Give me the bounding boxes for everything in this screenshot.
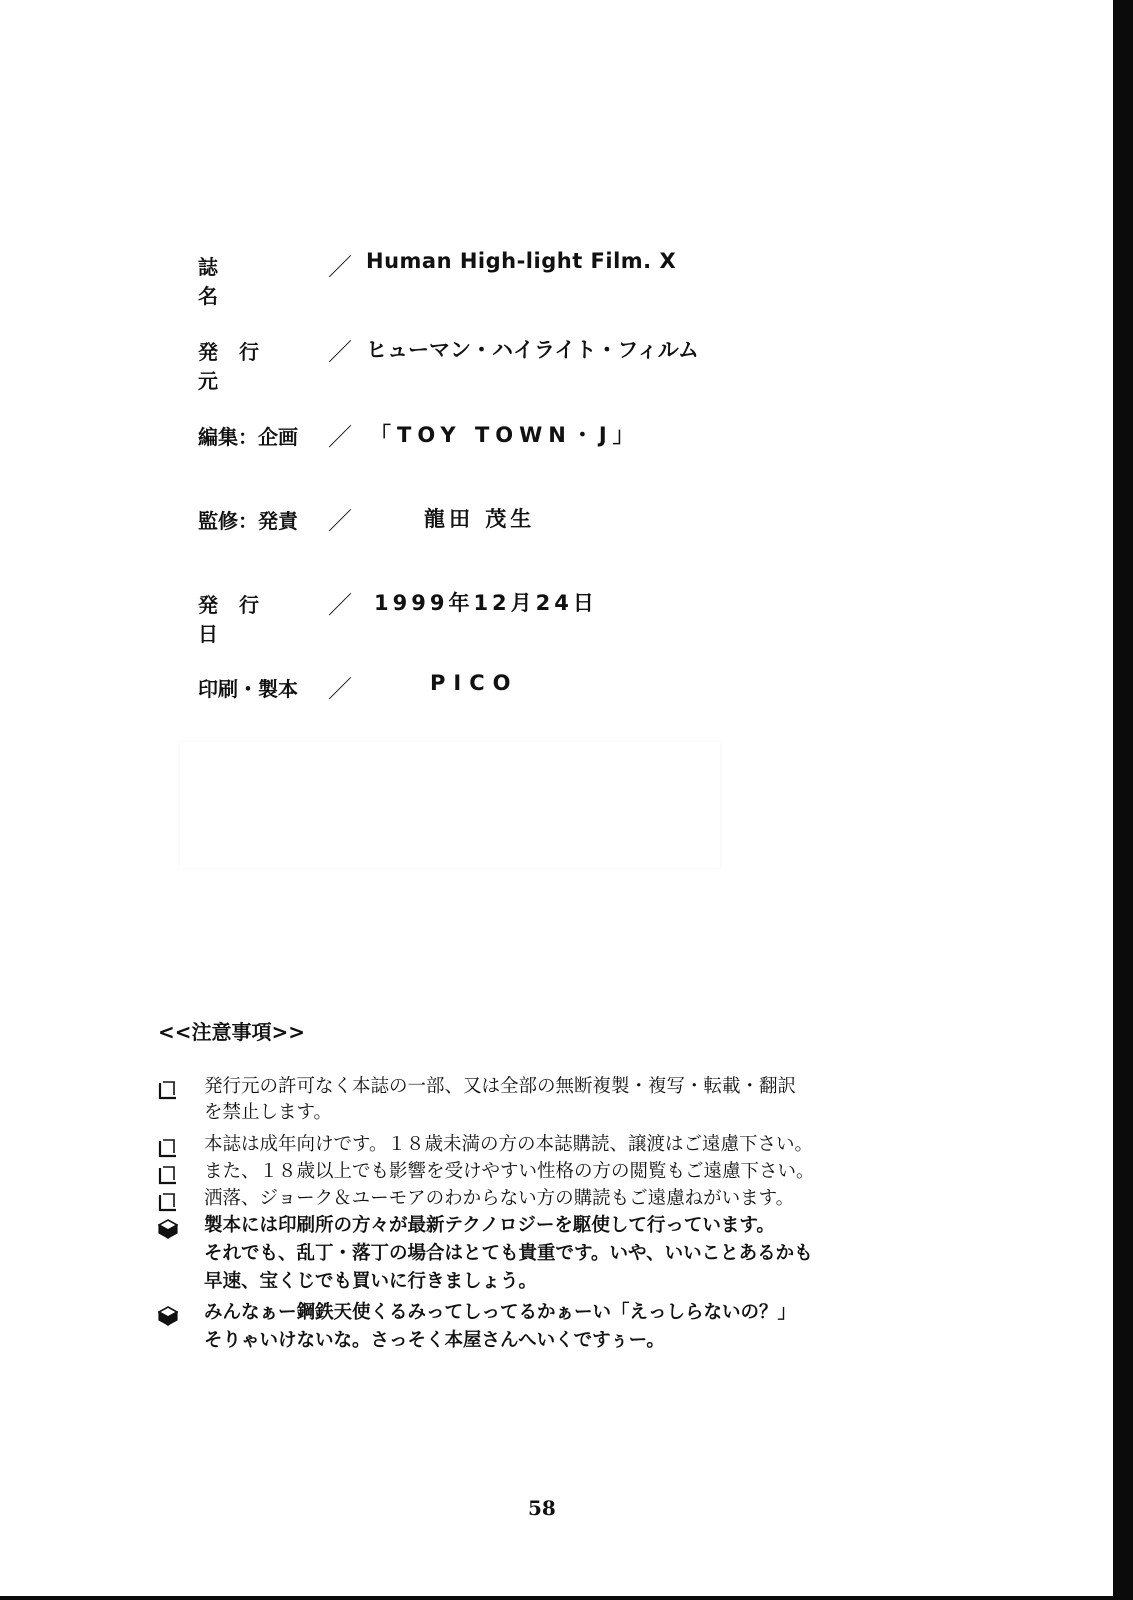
note-line: そりゃいけないな。さっそく本屋さんへいくですぅー。 (204, 1330, 665, 1351)
colophon-value-title: Human High-light Film. X (366, 249, 677, 273)
note-line: 洒落、ジョーク＆ユーモアのわからない方の購読もご遠慮ねがいます。 (204, 1188, 795, 1209)
blank-area (180, 742, 720, 868)
colophon-row-printing (198, 667, 798, 707)
colophon-value-publisher: ヒューマン・ハイライト・フィルム (366, 338, 699, 362)
page-number: 58 (528, 1496, 556, 1520)
checkbox-icon (158, 1138, 178, 1158)
colophon-label-supervision: 監修：発責 (198, 509, 298, 533)
checkbox-icon (158, 1192, 178, 1212)
colophon-row-date (198, 583, 798, 646)
colophon-value-printing: PICO (430, 671, 519, 695)
colophon-row-supervision (198, 499, 798, 539)
scan-border-bottom (0, 1596, 1133, 1600)
note-line: を禁止します。 (204, 1102, 333, 1123)
colophon-value-supervision: 龍田 茂生 (424, 507, 536, 531)
scan-border-right (1113, 0, 1133, 1600)
colophon-label-printing: 印刷・製本 (198, 677, 298, 701)
colophon-label-editing: 編集：企画 (198, 425, 298, 449)
colophon-row-title (198, 245, 798, 308)
colophon-separator: ／ (328, 423, 352, 451)
colophon-label-publisher: 発行元 (198, 340, 280, 393)
colophon-separator: ／ (328, 338, 352, 366)
cube-icon (158, 1219, 178, 1239)
colophon-separator: ／ (328, 507, 352, 535)
checkbox-icon (158, 1080, 178, 1100)
checkbox-icon (158, 1165, 178, 1185)
colophon-row-editing (198, 415, 798, 455)
note-line: それでも、乱丁・落丁の場合はとても貴重です。いや、いいことあるかも (204, 1243, 813, 1264)
colophon-value-date: 1999年12月24日 (374, 591, 598, 615)
note-line: また、１８歳以上でも影響を受けやすい性格の方の閲覧もご遠慮下さい。 (204, 1161, 815, 1182)
colophon-label-title: 誌名 (198, 255, 276, 308)
colophon-separator: ／ (328, 675, 352, 703)
colophon-separator: ／ (328, 591, 352, 619)
cube-icon (158, 1306, 178, 1326)
colophon-label-date: 発行日 (198, 593, 280, 646)
note-line: 早速、宝くじでも買いに行きましょう。 (204, 1271, 538, 1292)
note-line: 製本には印刷所の方々が最新テクノロジーを駆使して行っています。 (204, 1215, 775, 1236)
note-line: みんなぁー鋼鉄天使くるみってしってるかぁーい「えっしらないの？」 (204, 1302, 797, 1323)
notes-heading: <<注意事項>> (158, 1020, 306, 1044)
note-line: 発行元の許可なく本誌の一部、又は全部の無断複製・複写・転載・翻訳 (204, 1076, 797, 1097)
note-line: 本誌は成年向けです。１８歳未満の方の本誌購読、譲渡はご遠慮下さい。 (204, 1134, 814, 1155)
colophon-row-publisher (198, 330, 798, 393)
colophon-value-editing: 「TOY TOWN・J」 (370, 423, 640, 447)
colophon-separator: ／ (328, 253, 352, 281)
